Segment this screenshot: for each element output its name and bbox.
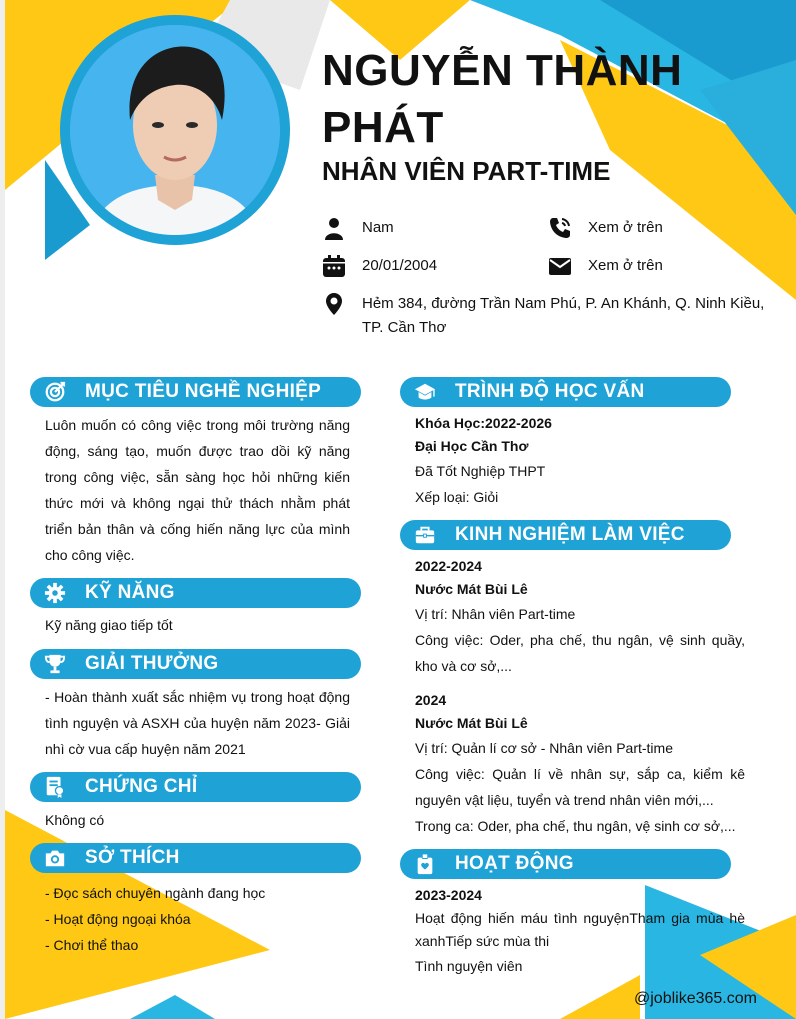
trophy-icon	[44, 653, 66, 675]
activity-text: Hoạt động hiến máu tình nguyệnTham gia mùa hè xanhTiếp sức mùa thi	[415, 910, 745, 949]
graduation-cap-icon	[414, 381, 436, 403]
skills-header	[30, 578, 361, 608]
envelope-icon	[548, 254, 572, 278]
activity-period: 2023-2024	[415, 887, 482, 903]
briefcase-icon	[414, 524, 436, 546]
hobbies-title: SỞ THÍCH	[85, 847, 180, 868]
hobbies-header	[30, 843, 361, 873]
email-info	[548, 254, 748, 278]
hobby-item: - Chơi thể thao	[45, 937, 139, 953]
candidate-name: NGUYỄN THÀNH PHÁT	[322, 46, 683, 152]
job-period: 2024	[415, 692, 447, 708]
education-period: Khóa Học:2022-2026	[415, 415, 552, 431]
profile-photo	[70, 25, 280, 235]
certificate-icon	[44, 776, 66, 798]
phone-icon	[548, 216, 572, 240]
activities-title: HOẠT ĐỘNG	[455, 853, 574, 874]
camera-icon	[44, 847, 66, 869]
gear-icon	[44, 582, 66, 604]
experience-job-1	[415, 555, 745, 679]
calendar-icon	[322, 254, 346, 278]
job-company: Nước Mát Bùi Lê	[415, 715, 528, 731]
experience-title: KINH NGHIỆM LÀM VIỆC	[455, 524, 685, 545]
hobby-item: - Đọc sách chuyên ngành đang học	[45, 885, 266, 901]
gender-value: Nam	[362, 219, 394, 236]
phone-info	[548, 216, 748, 240]
badge-icon	[414, 853, 436, 875]
gender-info	[322, 216, 522, 240]
job-company: Nước Mát Bùi Lê	[415, 581, 528, 597]
certificates-title: CHỨNG CHỈ	[85, 776, 198, 797]
activity-role: Tình nguyện viên	[415, 958, 523, 974]
activities-header	[400, 849, 731, 879]
phone-value: Xem ở trên	[588, 219, 663, 236]
skills-title: KỸ NĂNG	[85, 582, 175, 603]
address-value: Hẻm 384, đường Trần Nam Phú, P. An Khánh, Q. Ninh Kiều, TP. Cần Thơ	[362, 295, 765, 336]
job-position: Vị trí: Quản lí cơ sở - Nhân viên Part-time	[415, 740, 673, 756]
awards-title: GIẢI THƯỞNG	[85, 653, 219, 674]
job-title: NHÂN VIÊN PART-TIME	[322, 156, 611, 186]
job-extra: Trong ca: Oder, pha chế, thu ngân, vệ sinh cơ sở,...	[415, 818, 736, 834]
awards-header	[30, 649, 361, 679]
education-header	[400, 377, 731, 407]
map-marker-icon	[322, 292, 346, 316]
experience-job-2	[415, 689, 745, 839]
certificates-header	[30, 772, 361, 802]
awards-text: - Hoàn thành xuất sắc nhiệm vụ trong hoạt động tình nguyện và ASXH của huyện năm 2023- Giải nhì cờ vua cấp huyện năm 2021	[45, 689, 350, 757]
job-duties: Công việc: Oder, pha chế, thu ngân, vệ sinh quầy, kho và cơ sở,...	[415, 632, 745, 674]
email-value: Xem ở trên	[588, 257, 663, 274]
target-icon	[44, 381, 66, 403]
certificates-text: Không có	[45, 812, 105, 828]
experience-header	[400, 520, 731, 550]
skills-text: Kỹ năng giao tiếp tốt	[45, 617, 173, 633]
education-grade: Xếp loại: Giỏi	[415, 489, 499, 505]
hobbies-list	[45, 880, 350, 958]
objective-title: MỤC TIÊU NGHỀ NGHIỆP	[85, 381, 322, 402]
footer-watermark: @joblike365.com	[634, 990, 757, 1007]
education-detail: Đã Tốt Nghiệp THPT	[415, 463, 546, 479]
hobby-item: - Hoạt động ngoại khóa	[45, 911, 191, 927]
job-period: 2022-2024	[415, 558, 482, 574]
birthdate-value: 20/01/2004	[362, 257, 438, 274]
activities-details	[415, 884, 745, 979]
education-title: TRÌNH ĐỘ HỌC VẤN	[455, 381, 645, 402]
job-position: Vị trí: Nhân viên Part-time	[415, 606, 576, 622]
birthdate-info	[322, 254, 522, 278]
education-school: Đại Học Cần Thơ	[415, 438, 529, 454]
objective-text: Luôn muốn có công việc trong môi trường năng động, sáng tạo, muốn được trao dồi kỹ năng trong công việc, sẵn sàng học hỏi những kiến thức mới và không ngại thử thách nhằm phát triển bản thân và cống hiến năng lực của mình cho công việc.	[45, 417, 350, 563]
address-info	[322, 292, 782, 340]
user-icon	[322, 216, 346, 240]
objective-header	[30, 377, 361, 407]
education-details	[415, 412, 745, 510]
job-duties: Công việc: Quản lí về nhân sự, sắp ca, kiểm kê nguyên vật liệu, tuyển và trend nhân viên mới,...	[415, 766, 745, 808]
